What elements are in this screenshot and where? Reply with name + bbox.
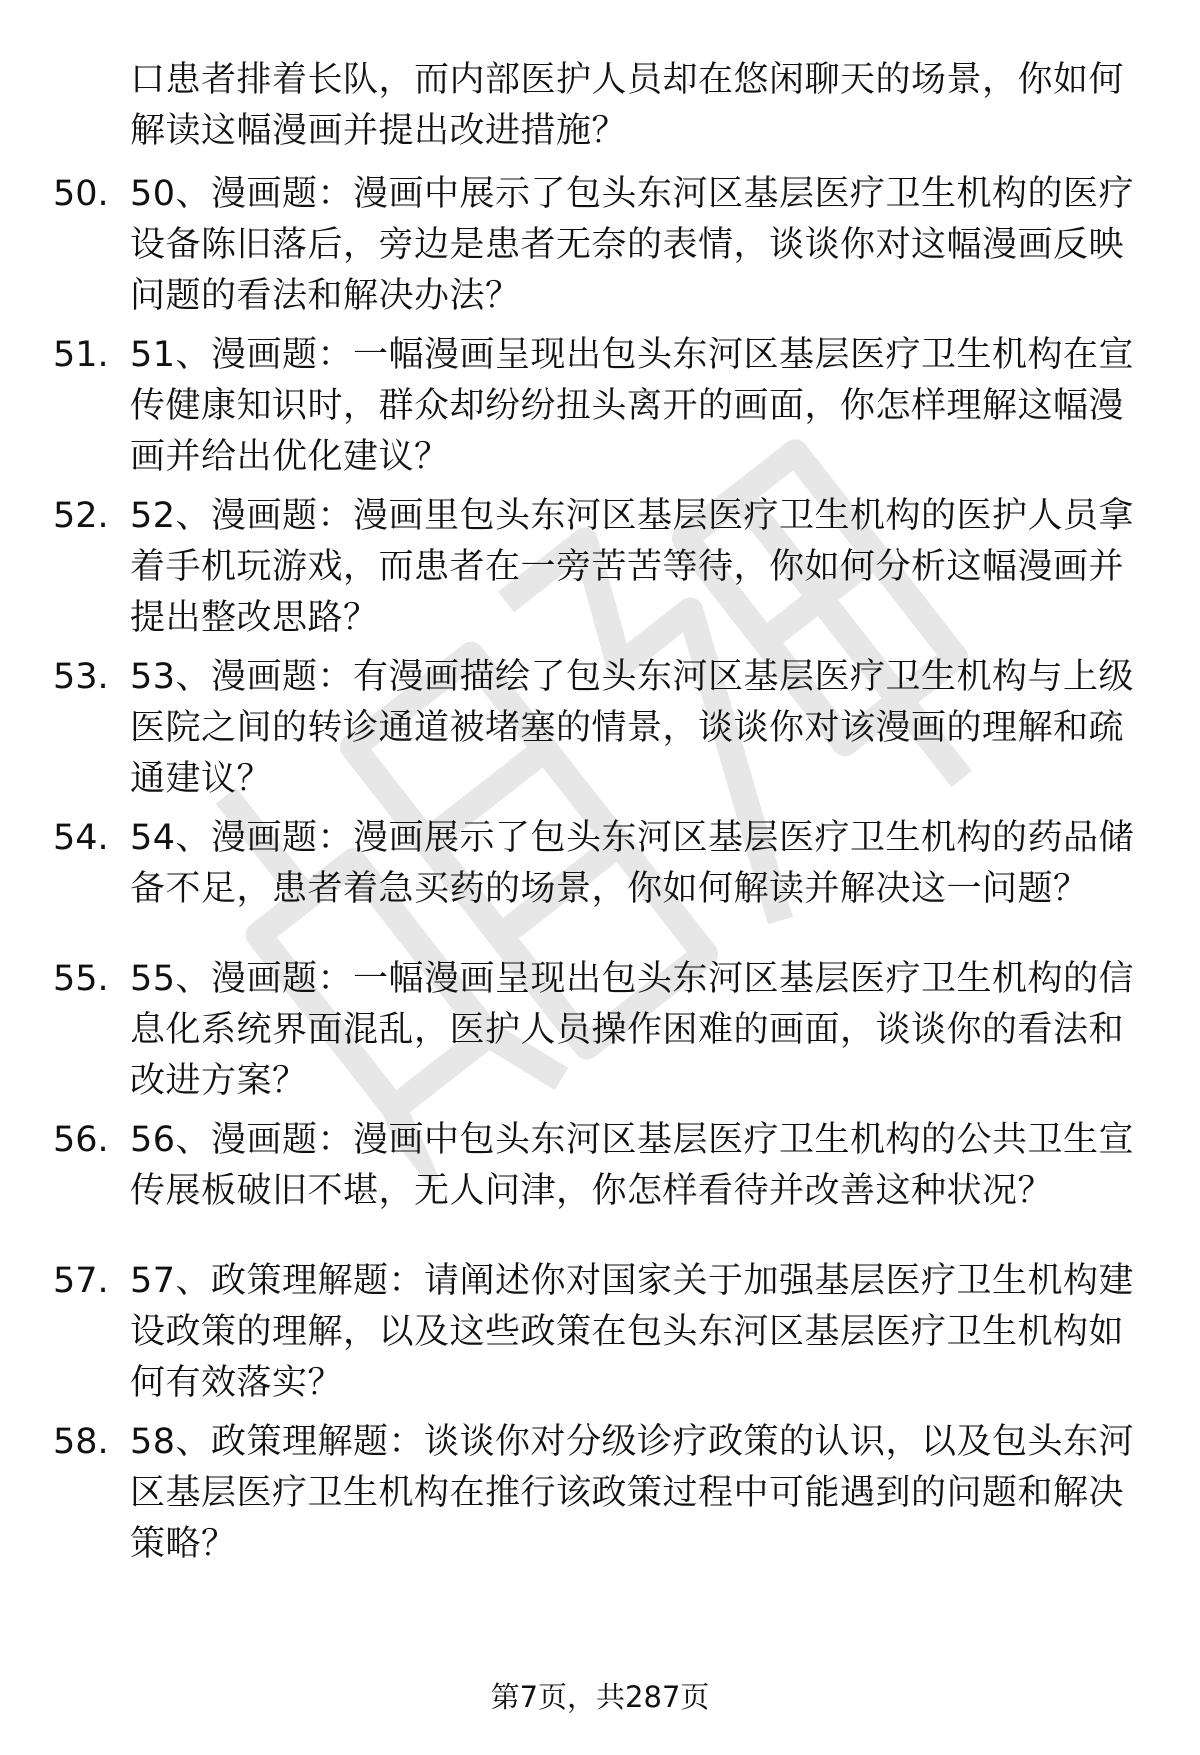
list-item [0,1417,1200,1578]
question-number: 50. [53,174,109,214]
question-number: 56. [53,1120,109,1160]
question-text: 57、政策理解题：请阐述你对国家关于加强基层医疗卫生机构建设政策的理解，以及这些政策在包头东河区基层医疗卫生机构如何有效落实？ [130,1261,1135,1403]
question-text: 58、政策理解题：谈谈你对分级诊疗政策的认识，以及包头东河区基层医疗卫生机构在推行该政策过程中可能遇到的问题和解决策略？ [130,1422,1135,1564]
question-text: 50、漫画题：漫画中展示了包头东河区基层医疗卫生机构的医疗设备陈旧落后，旁边是患者无奈的表情，谈谈你对这幅漫画反映问题的看法和解决办法？ [130,174,1135,316]
question-number: 53. [53,657,109,697]
list-item [0,1115,1200,1256]
lead-paragraph: 口患者排着长队，而内部医护人员却在悠闲聊天的场景，你如何解读这幅漫画并提出改进措施？ [130,60,1125,151]
list-item [0,491,1200,652]
question-text: 56、漫画题：漫画中包头东河区基层医疗卫生机构的公共卫生宣传展板破旧不堪，无人问津，你怎样看待并改善这种状况？ [130,1120,1135,1211]
question-text: 51、漫画题：一幅漫画呈现出包头东河区基层医疗卫生机构在宣传健康知识时，群众却纷纷扭头离开的画面，你怎样理解这幅漫画并给出优化建议？ [130,335,1135,477]
list-item [0,652,1200,813]
question-number: 51. [53,335,109,375]
list-item [0,1256,1200,1417]
question-text: 53、漫画题：有漫画描绘了包头东河区基层医疗卫生机构与上级医院之间的转诊通道被堵塞的情景，谈谈你对该漫画的理解和疏通建议？ [130,657,1135,799]
list-item [0,330,1200,491]
question-text: 55、漫画题：一幅漫画呈现出包头东河区基层医疗卫生机构的信息化系统界面混乱，医护人员操作困难的画面，谈谈你的看法和改进方案？ [130,959,1135,1101]
question-text: 54、漫画题：漫画展示了包头东河区基层医疗卫生机构的药品储备不足，患者着急买药的场景，你如何解读并解决这一问题？ [130,818,1135,909]
list-item [0,813,1200,954]
question-number: 54. [53,818,109,858]
question-text: 52、漫画题：漫画里包头东河区基层医疗卫生机构的医护人员拿着手机玩游戏，而患者在一旁苦苦等待，你如何分析这幅漫画并提出整改思路？ [130,496,1135,638]
question-number: 57. [53,1261,109,1301]
question-list [0,169,1200,1578]
question-number: 52. [53,496,109,536]
list-item [0,954,1200,1115]
question-number: 58. [53,1422,109,1462]
list-item [0,169,1200,330]
question-number: 55. [53,959,109,999]
continued-question-text [130,55,1150,157]
page-footer: 第7页，共287页 [490,1680,710,1714]
